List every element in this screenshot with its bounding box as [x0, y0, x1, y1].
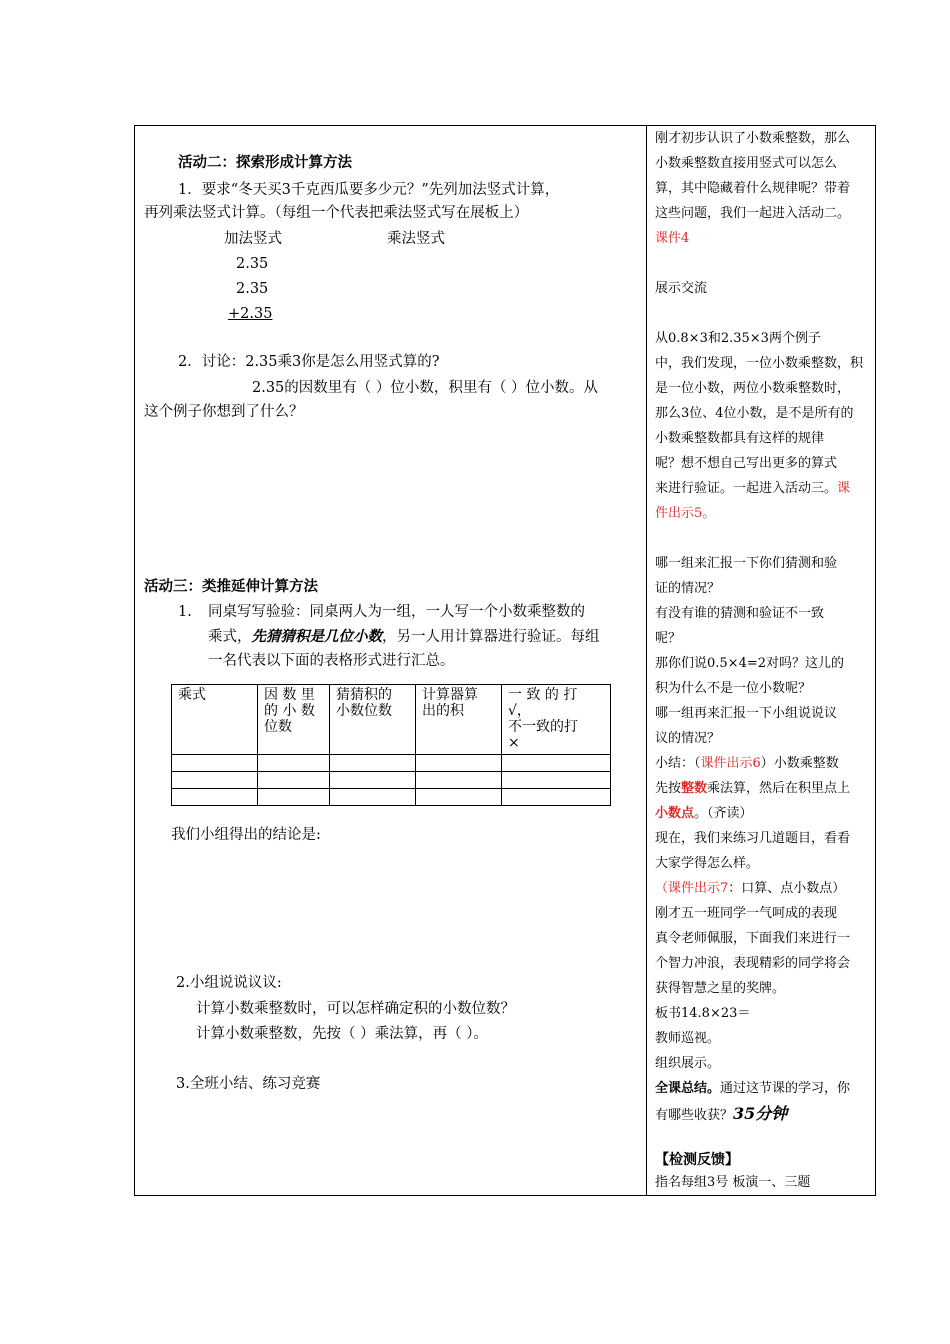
board-writing: 板书14.8×23＝ — [655, 1006, 751, 1021]
teacher-patrol: 教师巡视。 — [655, 1031, 721, 1046]
emphasis-decimal-point: 小数点 — [655, 806, 695, 821]
show-exchange: 展示交流 — [655, 281, 708, 296]
report-line: 哪一组来汇报一下你们猜测和验 — [655, 556, 838, 571]
emphasis-guess: 先猜猜积是几位小数 — [251, 628, 382, 645]
activity-2-q1-line2: 再列乘法竖式计算。（每组一个代表把乘法竖式写在展板上） — [144, 205, 529, 221]
intro-line: 小数乘整数直接用竖式可以怎么 — [655, 156, 838, 171]
discussion-q2: 2．讨论：2.35乘3你是怎么用竖式算的? — [178, 354, 440, 370]
summary-line2: 先按整数乘法算，然后在积里点上 — [655, 781, 851, 796]
intro-line: 算，其中隐藏着什么规律呢？带着 — [655, 181, 851, 196]
pattern-line: 是一位小数，两位小数乘整数时， — [655, 381, 851, 396]
intro-line: 刚才初步认识了小数乘整数，那么 — [655, 131, 851, 146]
courseware-7-line: （课件出示7：口算、点小数点） — [655, 881, 846, 896]
table-row — [172, 755, 611, 772]
discussion-q2-line2: 2.35的因数里有（ ）位小数，积里有（ ）位小数。从 — [252, 380, 599, 396]
summary-line1: 小结：（课件出示6）小数乘整数 — [655, 756, 839, 771]
organize-show: 组织展示。 — [655, 1056, 721, 1071]
challenge-line: 获得智慧之星的奖牌。 — [655, 981, 786, 996]
courseware-4: 课件4 — [655, 231, 690, 246]
feedback-line: 指名每组3号 板演一、三题 — [655, 1175, 811, 1190]
pattern-line: 从0.8×3和2.35×3两个例子 — [655, 331, 821, 346]
section-2-title: 2.小组说说议议: — [176, 975, 282, 991]
report-line: 有没有谁的猜测和验证不一致 — [655, 606, 825, 621]
lesson-summary-line2: 有哪些收获？35分钟 — [655, 1104, 788, 1123]
report-line: 呢？ — [655, 631, 682, 646]
activity-2-q1-line1: 1．要求“冬天买3千克西瓜要多少元？”先列加法竖式计算， — [178, 182, 560, 198]
addend-2: 2.35 — [236, 281, 269, 297]
courseware-5-start: 课 — [837, 481, 851, 496]
practice-line: 大家学得怎么样。 — [655, 856, 760, 871]
activity-3-title: 活动三：类推延伸计算方法 — [144, 578, 318, 595]
courseware-5: 件出示5。 — [655, 506, 716, 521]
section-2-line1: 计算小数乘整数时，可以怎样确定积的小数位数？ — [196, 1001, 515, 1017]
header-guess-decimals: 猜猜积的 小数位数 — [330, 685, 416, 755]
addition-label: 加法竖式 — [224, 231, 282, 247]
feedback-title: 【检测反馈】 — [655, 1152, 739, 1168]
courseware-6: 课件出示6 — [700, 756, 761, 771]
column-divider — [646, 125, 647, 1196]
multiplication-label: 乘法竖式 — [387, 231, 445, 247]
report-line: 哪一组再来汇报一下小组说说议 — [655, 706, 838, 721]
report-line: 议的情况？ — [655, 731, 721, 746]
header-expression: 乘式 — [172, 685, 258, 755]
pattern-line: 那么3位、4位小数，是不是所有的 — [655, 406, 854, 421]
header-match: 一 致 的 打 √， 不一致的打 × — [502, 685, 611, 755]
challenge-line: 真令老师佩服，下面我们来进行一 — [655, 931, 851, 946]
section-3-title: 3.全班小结、练习竞赛 — [176, 1076, 321, 1092]
pattern-line: 中，我们发现，一位小数乘整数，积 — [655, 356, 864, 371]
report-line: 积为什么不是一位小数呢？ — [655, 681, 812, 696]
discussion-q2-line3: 这个例子你想到了什么？ — [144, 404, 304, 420]
report-line: 证的情况？ — [655, 581, 721, 596]
table-row — [172, 789, 611, 806]
time-label: 35分钟 — [733, 1104, 788, 1123]
pattern-line: 来进行验证。一起进入活动三。课 — [655, 481, 851, 496]
section-2-line2: 计算小数乘整数，先按（ ）乘法算，再（ ）。 — [196, 1026, 488, 1042]
challenge-line: 刚才五一班同学一气呵成的表现 — [655, 906, 838, 921]
intro-line: 这些问题，我们一起进入活动二。 — [655, 206, 851, 221]
activity-3-line3: 一名代表以下面的表格形式进行汇总。 — [208, 653, 455, 669]
activity-2-title: 活动二：探索形成计算方法 — [178, 154, 352, 171]
header-factor-decimals: 因 数 里 的 小 数 位数 — [258, 685, 330, 755]
summary-table — [171, 684, 611, 806]
emphasis-integer: 整数 — [681, 781, 708, 796]
summary-line3: 小数点。（齐读） — [655, 806, 753, 821]
report-line: 那你们说0.5×4=2对吗？这儿的 — [655, 656, 845, 671]
lesson-summary: 全课总结。通过这节课的学习，你 — [655, 1081, 851, 1096]
addend-3: +2.35 — [228, 306, 273, 322]
practice-line: 现在，我们来练习几道题目，看看 — [655, 831, 851, 846]
pattern-line: 呢？想不想自己写出更多的算式 — [655, 456, 838, 471]
activity-3-line2: 乘式，先猜猜积是几位小数，另一人用计算器进行验证。每组 — [208, 628, 600, 645]
header-calculator-product: 计算器算 出的积 — [416, 685, 502, 755]
conclusion-prompt: 我们小组得出的结论是: — [171, 827, 321, 843]
challenge-line: 个智力冲浪，表现精彩的同学将会 — [655, 956, 851, 971]
table-row — [172, 772, 611, 789]
activity-3-line1: 同桌写写验验：同桌两人为一组，一人写一个小数乘整数的 — [208, 604, 585, 620]
pattern-line: 小数乘整数都具有这样的规律 — [655, 431, 825, 446]
addend-1: 2.35 — [236, 256, 269, 272]
table-header-row — [172, 685, 611, 755]
courseware-7: 课件出示7 — [668, 881, 729, 896]
activity-3-number: 1. — [178, 604, 192, 620]
